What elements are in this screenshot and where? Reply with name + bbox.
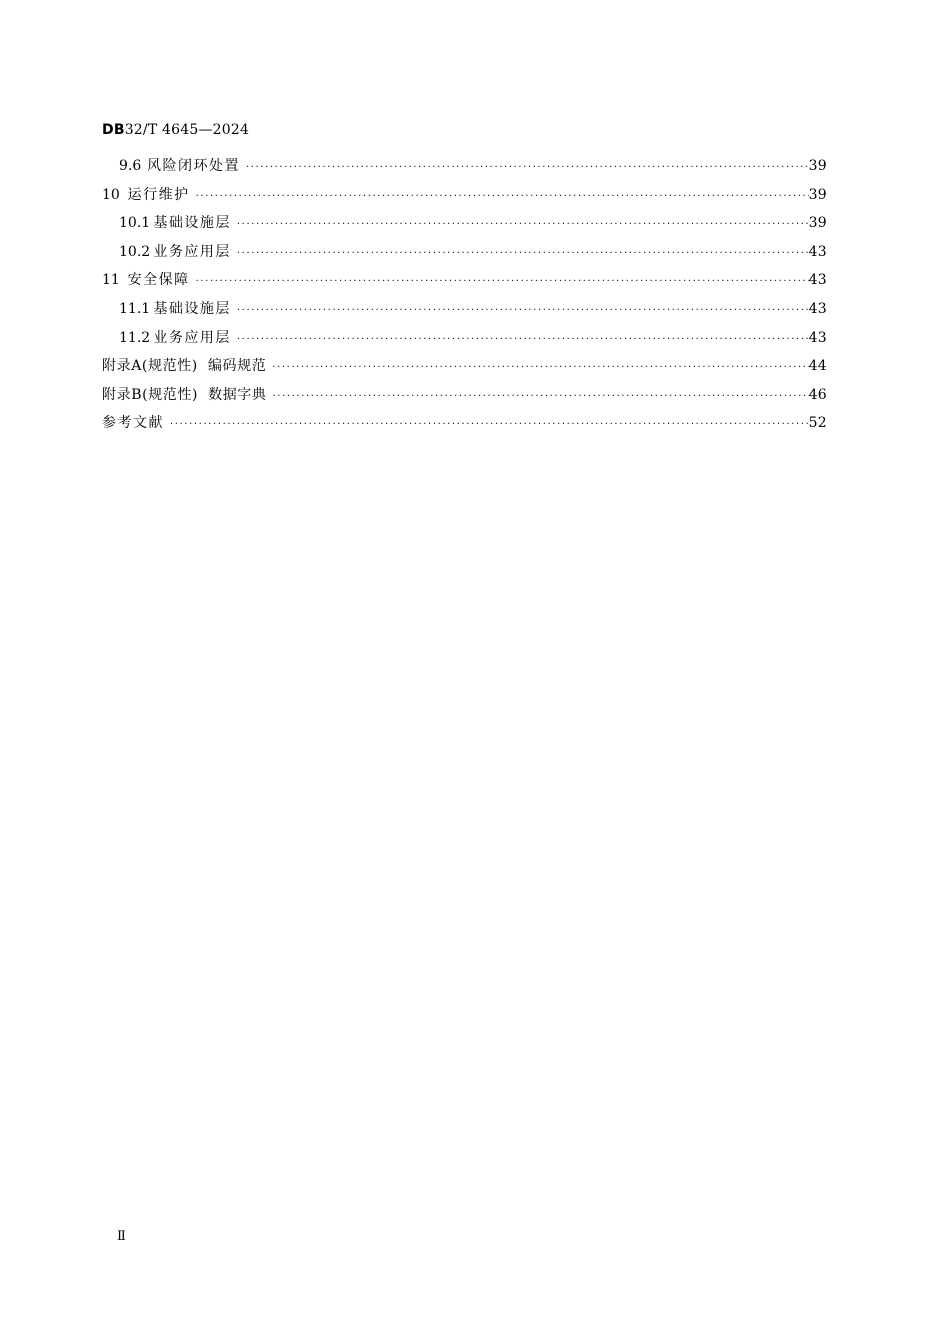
page-number: Ⅱ (117, 1229, 126, 1244)
toc-leader-dots (170, 415, 809, 435)
toc-entry-title: 附录B(规范性) 数据字典 (102, 386, 267, 403)
standard-number-header (102, 121, 249, 139)
toc-entry[interactable] (102, 385, 827, 414)
toc-entry-number: 11.2 (119, 329, 151, 346)
toc-entry-title: 运行维护 (127, 186, 190, 203)
toc-entry-number: 9.6 (119, 158, 142, 174)
toc-entry-page: 39 (808, 215, 827, 232)
toc-leader-dots (237, 244, 809, 264)
toc-entry-number: 11.1 (119, 300, 151, 317)
toc-entry-page: 43 (808, 272, 827, 289)
toc-leader-dots (273, 387, 809, 407)
toc-entry-page: 52 (808, 415, 827, 432)
toc-entry-page: 39 (808, 158, 827, 174)
toc-entry[interactable] (102, 356, 827, 385)
toc-leader-dots (196, 187, 809, 207)
toc-entry-number: 11 (102, 272, 120, 289)
toc-entry-number: 10.2 (119, 243, 151, 260)
toc-entry-number: 10 (102, 186, 120, 203)
toc-entry-page: 43 (808, 329, 827, 346)
toc-entry[interactable] (102, 299, 827, 328)
toc-entry-page: 43 (808, 243, 827, 260)
toc-entry-title: 业务应用层 (153, 243, 231, 260)
toc-leader-dots (237, 215, 809, 235)
toc-leader-dots (237, 301, 809, 321)
standard-code: 32/T 4645—2024 (124, 122, 250, 138)
toc-leader-dots (246, 158, 809, 178)
toc-entry-title: 基础设施层 (153, 300, 231, 317)
toc-entry[interactable] (102, 328, 827, 357)
toc-entry-title: 附录A(规范性) 编码规范 (102, 358, 267, 375)
toc-entry-page: 39 (808, 186, 827, 203)
toc-entry[interactable] (102, 156, 827, 185)
toc-entry[interactable] (102, 270, 827, 299)
toc-leader-dots (237, 330, 809, 350)
toc-entry-title: 参考文献 (102, 415, 164, 432)
table-of-contents (102, 156, 827, 442)
toc-entry[interactable] (102, 413, 827, 442)
toc-entry-title: 风险闭环处置 (146, 158, 240, 174)
toc-leader-dots (196, 272, 809, 292)
toc-entry-page: 44 (808, 358, 827, 375)
toc-leader-dots (272, 358, 808, 378)
toc-entry-title: 安全保障 (127, 272, 190, 289)
toc-entry[interactable] (102, 242, 827, 271)
toc-entry-page: 46 (808, 386, 827, 403)
toc-entry-page: 43 (808, 300, 827, 317)
toc-entry-number: 10.1 (119, 215, 151, 232)
toc-entry-title: 基础设施层 (153, 215, 231, 232)
toc-entry-title: 业务应用层 (153, 329, 231, 346)
toc-entry[interactable] (102, 213, 827, 242)
standard-prefix: DB (102, 122, 125, 138)
toc-entry[interactable] (102, 185, 827, 214)
